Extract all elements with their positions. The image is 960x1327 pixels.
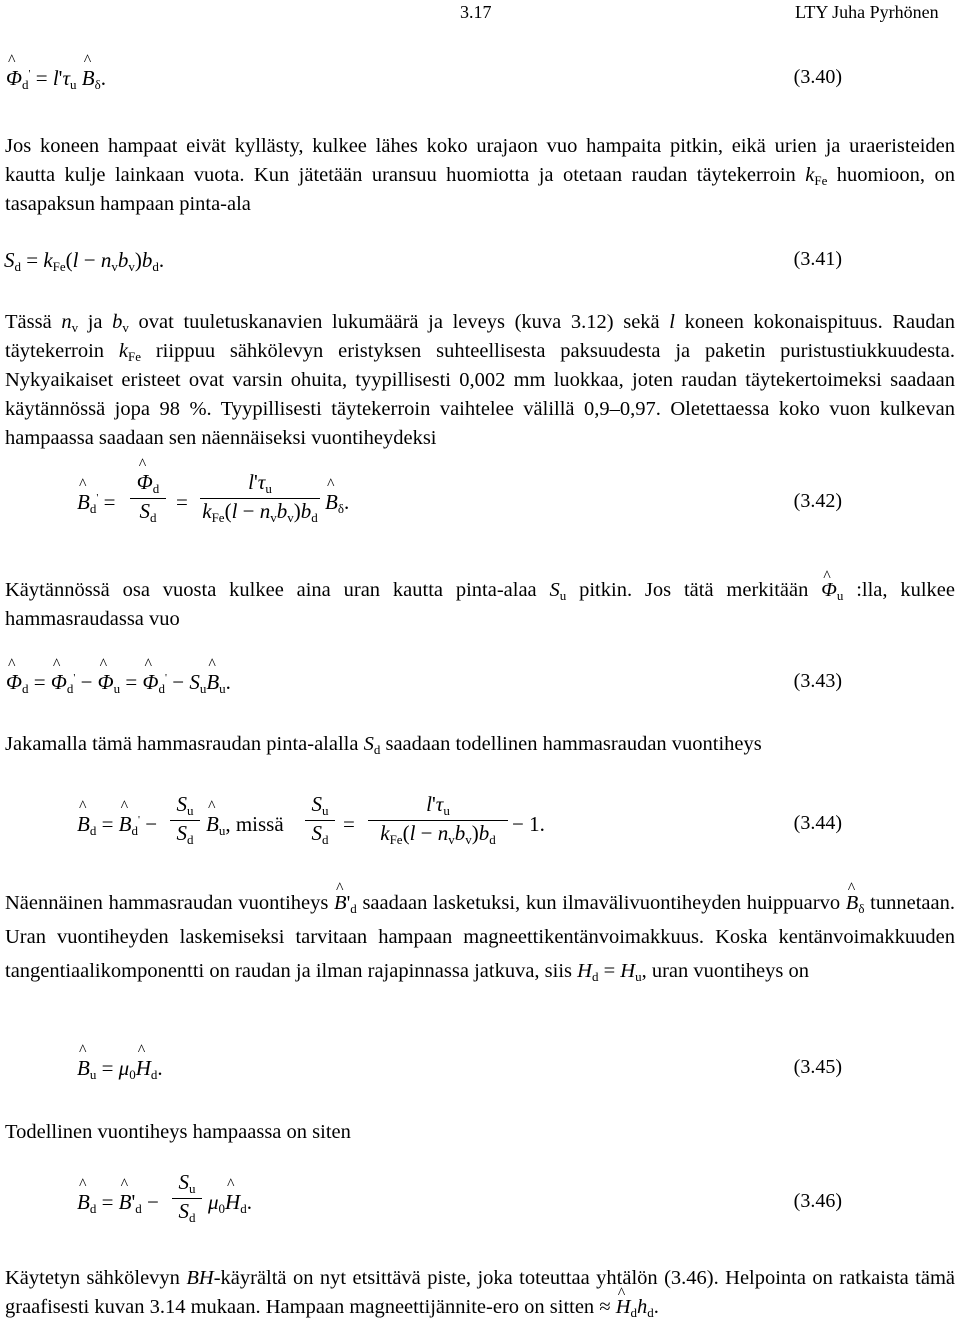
equation-number: (3.41)	[793, 248, 842, 270]
paragraph-3: Käytännössä osa vuosta kulkee aina uran kautta pinta-alaa $S_u$ pitkin. Jos tätä merkitään ^ $\Phi_u$ :lla, kulkee hammasraudassa vuo	[5, 576, 955, 634]
equation-3-40: ^ $\Phi_d' = l'\tau_u$ ^ $B_\delta$. (3.40)	[0, 60, 960, 120]
paragraph-2: Tässä $n_v$ ja $b_v$ ovat tuuletuskanavien lukumäärä ja leveys (kuva 3.12) sekä l koneen kokonaispituus. Raudan täytekerroin $k_{Fe}$ riippuu sähkölevyn eristyksen suhteellisesta paksuudesta ja paketin puristustiukkuudesta. Nykyaikaiset eristeet ovat varsin ohuita, tyypillisesti 0,002 mm luokkaa, joten raudan täytekertoimeksi saadaan käytännössä jopa 98 %. Tyypillisesti täytekerroin vaihtelee välillä 0,9–0,97. Oletettaessa koko vuon kulkevan hampaassa saadaan sen näennäiseksi vuontiheydeksi	[5, 311, 955, 449]
equation-number: (3.43)	[793, 670, 842, 692]
paragraph-6: Todellinen vuontiheys hampaassa on siten	[5, 1121, 351, 1143]
equation-3-42: ^ $B_d'$ = ^ $\Phi_d$ $S_d$ = $l'\tau_u$ $k_{Fe}(l - n_vb_v)b_d$ ^ $B_\delta$. (3.42)	[0, 466, 960, 546]
equation-number: (3.42)	[793, 490, 842, 512]
equation-number: (3.46)	[793, 1190, 842, 1212]
equation-number: (3.45)	[793, 1056, 842, 1078]
paragraph-5: Näennäinen hammasraudan vuontiheys ^ $B'_d$ saadaan lasketuksi, kun ilmavälivuontiheyden huippuarvo ^ $B_\delta$ tunnetaan. Uran vuontiheyden laskemiseksi tarvitaan hampaan magneettikentänvoimakkuus. Koska kentänvoimakkuuden tangentiaalikomponentti on raudan ja ilman rajapinnassa jatkuva, siis $H_d = H_u$, uran vuontiheys on	[5, 886, 955, 988]
equation-number: (3.44)	[793, 812, 842, 834]
equation-3-41: $S_d = k_{Fe}(l - n_vb_v)b_d$. (3.41)	[4, 248, 842, 274]
paragraph-4: Jakamalla tämä hammasraudan pinta-alalla $S_d$ saadaan todellinen hammasraudan vuontiheys	[5, 733, 762, 757]
running-header: LTY Juha Pyrhönen	[795, 2, 939, 22]
paragraph-7: Käytetyn sähkölevyn BH-käyrältä on nyt etsittävä piste, joka toteuttaa yhtälön (3.46). Helpointa on ratkaista tämä graafisesti kuvan 3.14 mukaan. Hampaan magneettijännite-ero on sitten ≈ ^ $H_dh_d$.	[5, 1264, 955, 1322]
equation-3-46: ^ $B_d$ = ^ $B'_d$ − $S_u$ $S_d$ $\mu_0\^{}$ $H_d$. (3.46)	[0, 1166, 960, 1246]
equation-3-45: ^ $B_u$ = $\mu_0\^{}$ $H_d$. (3.45)	[0, 1050, 960, 1110]
page-number: 3.17	[460, 2, 492, 22]
paragraph-1: Jos koneen hampaat eivät kyllästy, kulkee lähes koko urajaon vuo hampaita pitkin, eikä urien ja uraeristeiden kautta kulje lainkaan vuota. Kun jätetään uransuu huomiotta ja otetaan raudan täytekerroin $k_{Fe}$ huomioon, on tasapaksun hampaan pinta-ala	[5, 135, 955, 215]
equation-3-44: ^ $B_d$ = ^ $B_d'$ − $S_u$ $S_d$ ^ $B_u$, missä $S_u$ $S_d$ = $l'\tau_u$ $k_{Fe}(l - n_vb_v)b_d$ − 1. (3.44)	[0, 788, 960, 868]
equation-3-43: ^ $\Phi_d$ = ^ $\Phi_d'$ − ^ $\Phi_u$ = ^ $\Phi_d'$ − $S_u\^{}$ $B_u$. (3.43)	[0, 664, 960, 724]
equation-number: (3.40)	[793, 66, 842, 88]
